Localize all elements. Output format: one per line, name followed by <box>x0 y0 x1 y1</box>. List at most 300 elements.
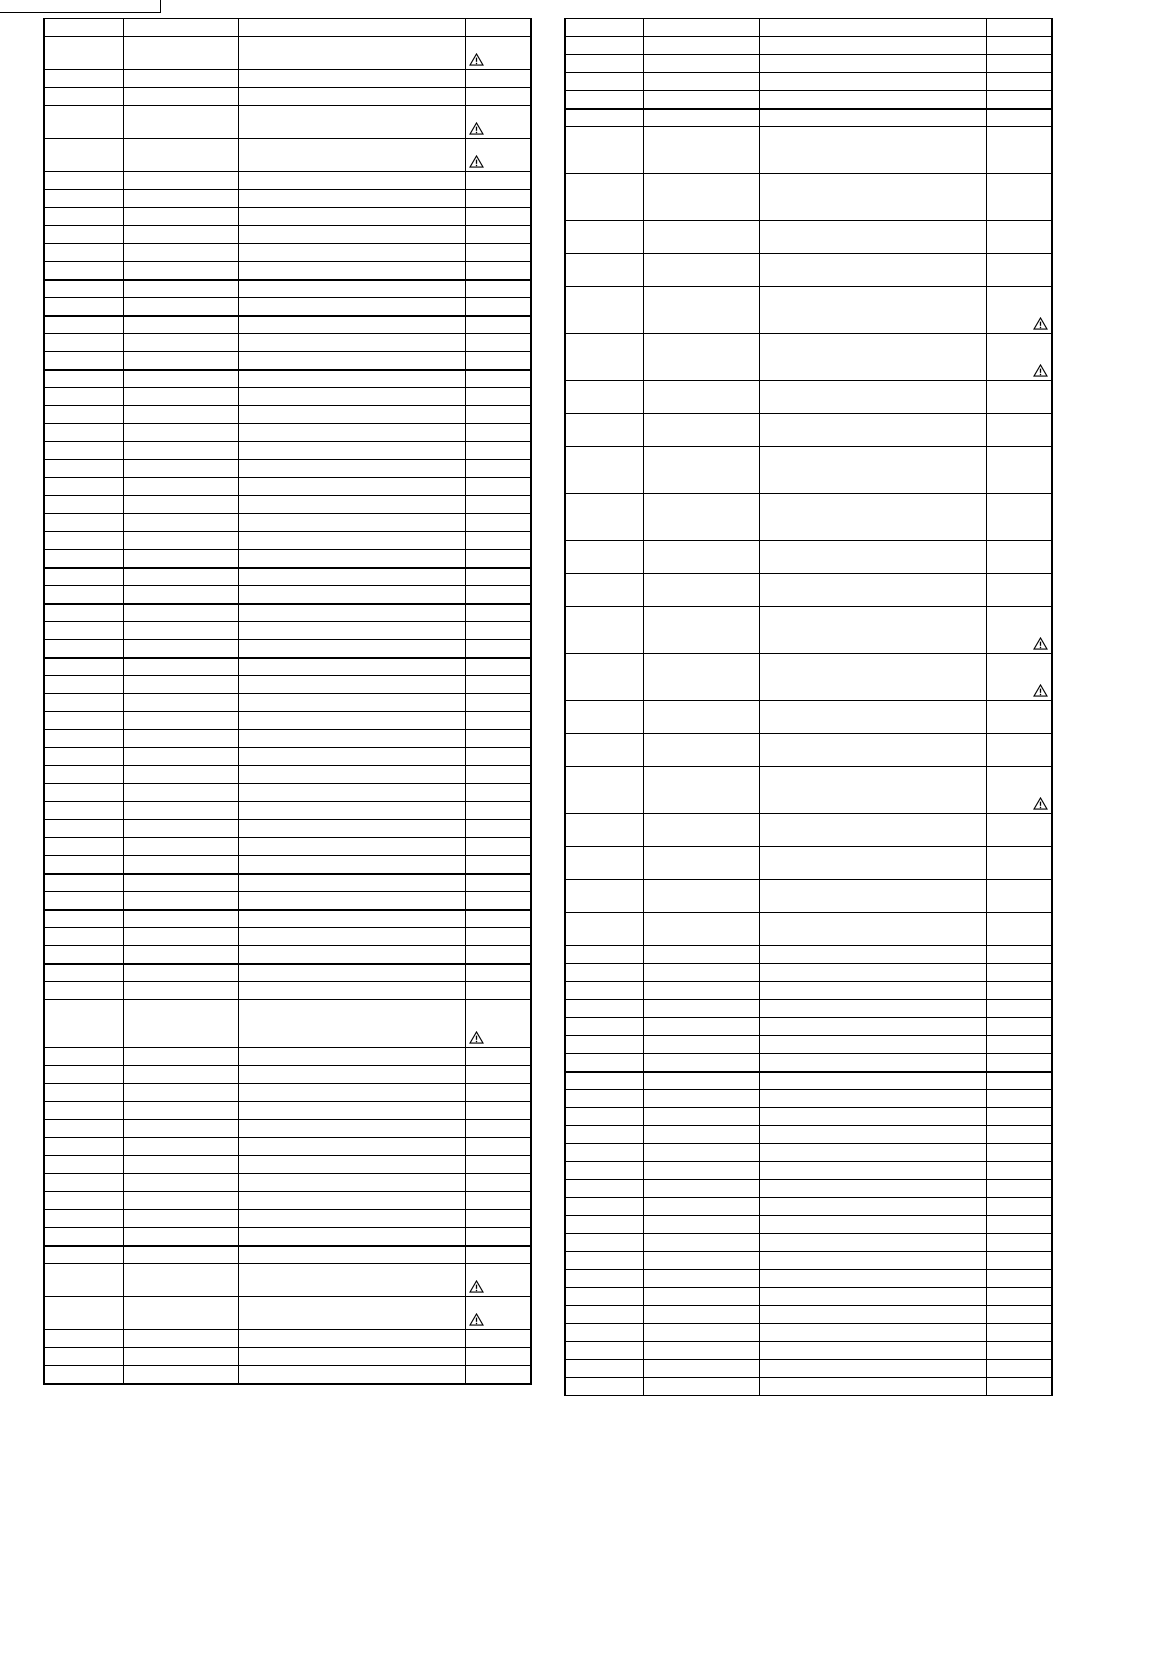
table-cell <box>986 1252 1052 1270</box>
table-cell <box>465 1120 531 1138</box>
table-row <box>565 447 1052 494</box>
table-cell <box>238 640 465 658</box>
table-cell <box>123 874 238 892</box>
table-cell <box>238 1264 465 1297</box>
table-cell <box>986 814 1052 847</box>
table-cell <box>44 730 123 748</box>
table-row <box>44 622 531 640</box>
table-cell <box>44 784 123 802</box>
table-cell <box>565 1036 643 1054</box>
table-row <box>565 1126 1052 1144</box>
table-row <box>565 109 1052 127</box>
table-cell <box>643 1162 759 1180</box>
table-cell <box>465 406 531 424</box>
table-cell <box>986 254 1052 287</box>
table-cell <box>759 1198 986 1216</box>
table-cell <box>465 838 531 856</box>
table-row <box>44 208 531 226</box>
table-cell <box>238 1156 465 1174</box>
table-cell <box>44 712 123 730</box>
table-cell <box>465 1366 531 1384</box>
table-cell <box>986 964 1052 982</box>
table-row <box>565 767 1052 814</box>
table-cell <box>465 280 531 298</box>
table-cell <box>44 226 123 244</box>
table-row <box>44 802 531 820</box>
table-cell <box>986 946 1052 964</box>
table-cell <box>123 982 238 1000</box>
table-cell <box>123 1210 238 1228</box>
page-corner-tab <box>0 0 161 13</box>
table-cell <box>986 654 1052 701</box>
table-cell <box>565 1234 643 1252</box>
table-cell <box>123 1174 238 1192</box>
table-cell <box>465 622 531 640</box>
table-cell <box>123 730 238 748</box>
table-cell <box>465 1228 531 1246</box>
table-cell <box>759 1288 986 1306</box>
table-cell <box>759 654 986 701</box>
table-cell <box>565 1198 643 1216</box>
table-row <box>44 190 531 208</box>
table-row <box>44 1330 531 1348</box>
table-cell <box>465 298 531 316</box>
table-cell <box>238 964 465 982</box>
table-cell <box>643 982 759 1000</box>
table-cell <box>44 1348 123 1366</box>
table-row <box>44 244 531 262</box>
table-cell <box>986 982 1052 1000</box>
table-cell <box>465 802 531 820</box>
table-cell <box>986 1180 1052 1198</box>
table-row <box>44 946 531 964</box>
table-cell <box>759 1144 986 1162</box>
table-cell <box>643 964 759 982</box>
table-cell <box>238 892 465 910</box>
table-cell <box>238 910 465 928</box>
table-cell <box>759 574 986 607</box>
table-cell <box>123 1102 238 1120</box>
table-cell <box>643 19 759 37</box>
table-cell <box>643 1270 759 1288</box>
table-cell <box>565 1270 643 1288</box>
table-cell <box>44 1000 123 1048</box>
table-cell <box>44 622 123 640</box>
table-row <box>565 334 1052 381</box>
table-cell <box>565 127 643 174</box>
table-cell <box>44 1246 123 1264</box>
table-cell <box>565 880 643 913</box>
table-row <box>565 1234 1052 1252</box>
table-cell <box>759 109 986 127</box>
table-cell <box>123 1264 238 1297</box>
table-row <box>565 964 1052 982</box>
table-cell <box>643 494 759 541</box>
table-cell <box>123 37 238 70</box>
table-cell <box>565 381 643 414</box>
table-cell <box>123 226 238 244</box>
table-cell <box>123 586 238 604</box>
table-row <box>565 607 1052 654</box>
table-cell <box>238 586 465 604</box>
table-cell <box>238 604 465 622</box>
table-cell <box>465 550 531 568</box>
table-cell <box>465 928 531 946</box>
table-cell <box>123 316 238 334</box>
table-cell <box>465 1264 531 1297</box>
table-cell <box>465 37 531 70</box>
table-cell <box>238 1048 465 1066</box>
table-row <box>44 1000 531 1048</box>
table-cell <box>238 766 465 784</box>
table-cell <box>123 1246 238 1264</box>
table-row <box>44 910 531 928</box>
table-cell <box>44 604 123 622</box>
table-row <box>44 964 531 982</box>
table-cell <box>565 701 643 734</box>
table-cell <box>986 880 1052 913</box>
table-cell <box>986 1108 1052 1126</box>
table-cell <box>123 1330 238 1348</box>
table-row <box>565 913 1052 946</box>
table-cell <box>238 496 465 514</box>
table-cell <box>44 838 123 856</box>
table-cell <box>44 1192 123 1210</box>
table-cell <box>565 174 643 221</box>
table-row <box>44 1192 531 1210</box>
table-cell <box>565 1288 643 1306</box>
table-cell <box>565 1072 643 1090</box>
table-cell <box>123 766 238 784</box>
table-row <box>44 334 531 352</box>
table-cell <box>44 658 123 676</box>
table-cell <box>123 892 238 910</box>
table-row <box>565 1000 1052 1018</box>
table-cell <box>123 424 238 442</box>
table-cell <box>643 334 759 381</box>
table-cell <box>465 640 531 658</box>
table-cell <box>123 622 238 640</box>
table-row <box>44 1084 531 1102</box>
table-cell <box>986 847 1052 880</box>
table-row <box>565 1108 1052 1126</box>
table-cell <box>123 1156 238 1174</box>
table-cell <box>986 1270 1052 1288</box>
table-cell <box>759 1252 986 1270</box>
table-cell <box>986 574 1052 607</box>
table-row <box>44 1174 531 1192</box>
table-cell <box>643 701 759 734</box>
table-cell <box>565 1360 643 1378</box>
table-cell <box>643 1000 759 1018</box>
table-row <box>565 1378 1052 1396</box>
table-cell <box>238 280 465 298</box>
table-cell <box>565 19 643 37</box>
table-row <box>565 1198 1052 1216</box>
warning-triangle-icon <box>469 1031 484 1044</box>
table-cell <box>986 1000 1052 1018</box>
table-cell <box>465 1138 531 1156</box>
table-cell <box>565 767 643 814</box>
table-cell <box>123 820 238 838</box>
table-cell <box>465 370 531 388</box>
table-cell <box>759 701 986 734</box>
table-cell <box>123 1138 238 1156</box>
table-row <box>44 1156 531 1174</box>
table-cell <box>565 55 643 73</box>
table-cell <box>986 1342 1052 1360</box>
table-cell <box>465 1192 531 1210</box>
table-cell <box>565 1324 643 1342</box>
table-cell <box>643 127 759 174</box>
table-cell <box>986 287 1052 334</box>
table-row <box>565 1054 1052 1072</box>
table-cell <box>565 414 643 447</box>
table-row <box>565 73 1052 91</box>
table-row <box>44 460 531 478</box>
table-cell <box>986 1216 1052 1234</box>
table-cell <box>123 838 238 856</box>
table-cell <box>123 1192 238 1210</box>
table-cell <box>565 654 643 701</box>
table-cell <box>123 658 238 676</box>
table-cell <box>465 424 531 442</box>
table-cell <box>123 784 238 802</box>
table-cell <box>123 388 238 406</box>
table-cell <box>643 1216 759 1234</box>
table-cell <box>238 1102 465 1120</box>
table-row <box>44 820 531 838</box>
table-cell <box>44 820 123 838</box>
table-row <box>44 892 531 910</box>
table-cell <box>238 1066 465 1084</box>
table-cell <box>643 1342 759 1360</box>
table-cell <box>465 244 531 262</box>
table-cell <box>643 1234 759 1252</box>
table-cell <box>759 1108 986 1126</box>
table-cell <box>565 334 643 381</box>
table-cell <box>123 139 238 172</box>
table-cell <box>44 298 123 316</box>
table-cell <box>986 1234 1052 1252</box>
table-cell <box>565 1306 643 1324</box>
table-cell <box>238 190 465 208</box>
table-cell <box>44 586 123 604</box>
table-cell <box>123 1084 238 1102</box>
table-row <box>44 424 531 442</box>
table-cell <box>643 607 759 654</box>
table-cell <box>123 106 238 139</box>
table-cell <box>123 1066 238 1084</box>
table-cell <box>986 109 1052 127</box>
table-cell <box>44 1264 123 1297</box>
table-cell <box>44 172 123 190</box>
table-cell <box>465 748 531 766</box>
table-row <box>565 221 1052 254</box>
table-cell <box>238 1348 465 1366</box>
table-cell <box>44 892 123 910</box>
table-cell <box>986 55 1052 73</box>
warning-triangle-icon <box>1033 364 1048 377</box>
table-cell <box>238 244 465 262</box>
table-cell <box>123 70 238 88</box>
table-cell <box>643 221 759 254</box>
warning-triangle-icon <box>1033 684 1048 697</box>
table-cell <box>643 447 759 494</box>
table-cell <box>465 586 531 604</box>
table-cell <box>565 574 643 607</box>
table-cell <box>44 1228 123 1246</box>
table-row <box>565 574 1052 607</box>
table-row <box>565 814 1052 847</box>
table-cell <box>986 1324 1052 1342</box>
table-cell <box>986 91 1052 109</box>
table-cell <box>465 352 531 370</box>
table-cell <box>238 568 465 586</box>
table-row <box>565 734 1052 767</box>
table-cell <box>643 734 759 767</box>
table-row <box>565 414 1052 447</box>
table-cell <box>986 1378 1052 1396</box>
table-cell <box>123 856 238 874</box>
table-row <box>565 1018 1052 1036</box>
table-cell <box>643 767 759 814</box>
table-cell <box>465 874 531 892</box>
table-cell <box>986 174 1052 221</box>
table-cell <box>986 334 1052 381</box>
table-cell <box>465 892 531 910</box>
table-cell <box>44 856 123 874</box>
table-cell <box>465 1330 531 1348</box>
table-cell <box>123 352 238 370</box>
table-cell <box>643 1378 759 1396</box>
table-cell <box>44 928 123 946</box>
table-cell <box>44 1084 123 1102</box>
table-cell <box>123 748 238 766</box>
table-row <box>565 1360 1052 1378</box>
table-cell <box>759 73 986 91</box>
table-row <box>565 1144 1052 1162</box>
table-cell <box>238 622 465 640</box>
table-cell <box>123 406 238 424</box>
table-row <box>565 254 1052 287</box>
table-cell <box>465 460 531 478</box>
table-cell <box>238 334 465 352</box>
table-cell <box>123 1348 238 1366</box>
table-row <box>44 1120 531 1138</box>
table-cell <box>986 1126 1052 1144</box>
parts-table-right-body <box>565 19 1052 1396</box>
table-cell <box>238 748 465 766</box>
parts-table-left-body <box>44 19 531 1384</box>
table-cell <box>123 676 238 694</box>
table-cell <box>238 208 465 226</box>
table-cell <box>643 847 759 880</box>
table-cell <box>465 1102 531 1120</box>
table-row <box>44 748 531 766</box>
table-cell <box>465 19 531 37</box>
table-row <box>565 1342 1052 1360</box>
table-row <box>44 838 531 856</box>
table-cell <box>238 442 465 460</box>
table-cell <box>465 514 531 532</box>
table-cell <box>759 964 986 982</box>
table-row <box>565 1306 1052 1324</box>
table-row <box>44 712 531 730</box>
table-cell <box>565 109 643 127</box>
table-cell <box>565 1252 643 1270</box>
table-cell <box>238 712 465 730</box>
table-cell <box>643 174 759 221</box>
warning-triangle-icon <box>1033 317 1048 330</box>
table-cell <box>465 106 531 139</box>
table-row <box>44 1297 531 1330</box>
table-cell <box>643 1054 759 1072</box>
table-cell <box>44 19 123 37</box>
table-cell <box>465 856 531 874</box>
table-cell <box>565 1180 643 1198</box>
table-cell <box>759 334 986 381</box>
table-cell <box>565 1018 643 1036</box>
table-cell <box>759 1000 986 1018</box>
table-cell <box>238 37 465 70</box>
table-cell <box>44 1048 123 1066</box>
table-row <box>44 586 531 604</box>
table-cell <box>759 982 986 1000</box>
table-cell <box>238 784 465 802</box>
table-row <box>44 532 531 550</box>
table-cell <box>565 447 643 494</box>
table-row <box>565 1180 1052 1198</box>
table-cell <box>759 767 986 814</box>
table-cell <box>759 1360 986 1378</box>
table-cell <box>643 254 759 287</box>
table-cell <box>123 910 238 928</box>
table-cell <box>759 880 986 913</box>
table-cell <box>123 928 238 946</box>
table-cell <box>986 221 1052 254</box>
table-cell <box>44 676 123 694</box>
table-cell <box>44 334 123 352</box>
table-cell <box>238 406 465 424</box>
table-cell <box>465 70 531 88</box>
table-row <box>44 37 531 70</box>
table-cell <box>643 1360 759 1378</box>
table-cell <box>465 139 531 172</box>
table-cell <box>238 550 465 568</box>
table-cell <box>759 1378 986 1396</box>
table-cell <box>565 1126 643 1144</box>
table-cell <box>123 208 238 226</box>
table-cell <box>643 574 759 607</box>
table-row <box>565 55 1052 73</box>
table-cell <box>643 880 759 913</box>
table-row <box>44 784 531 802</box>
table-cell <box>465 982 531 1000</box>
table-cell <box>44 352 123 370</box>
table-cell <box>238 802 465 820</box>
table-cell <box>759 1234 986 1252</box>
table-cell <box>465 1297 531 1330</box>
table-cell <box>238 856 465 874</box>
table-row <box>565 1288 1052 1306</box>
table-cell <box>565 1000 643 1018</box>
table-cell <box>565 734 643 767</box>
table-cell <box>44 694 123 712</box>
table-cell <box>123 370 238 388</box>
table-cell <box>565 1216 643 1234</box>
table-row <box>44 70 531 88</box>
